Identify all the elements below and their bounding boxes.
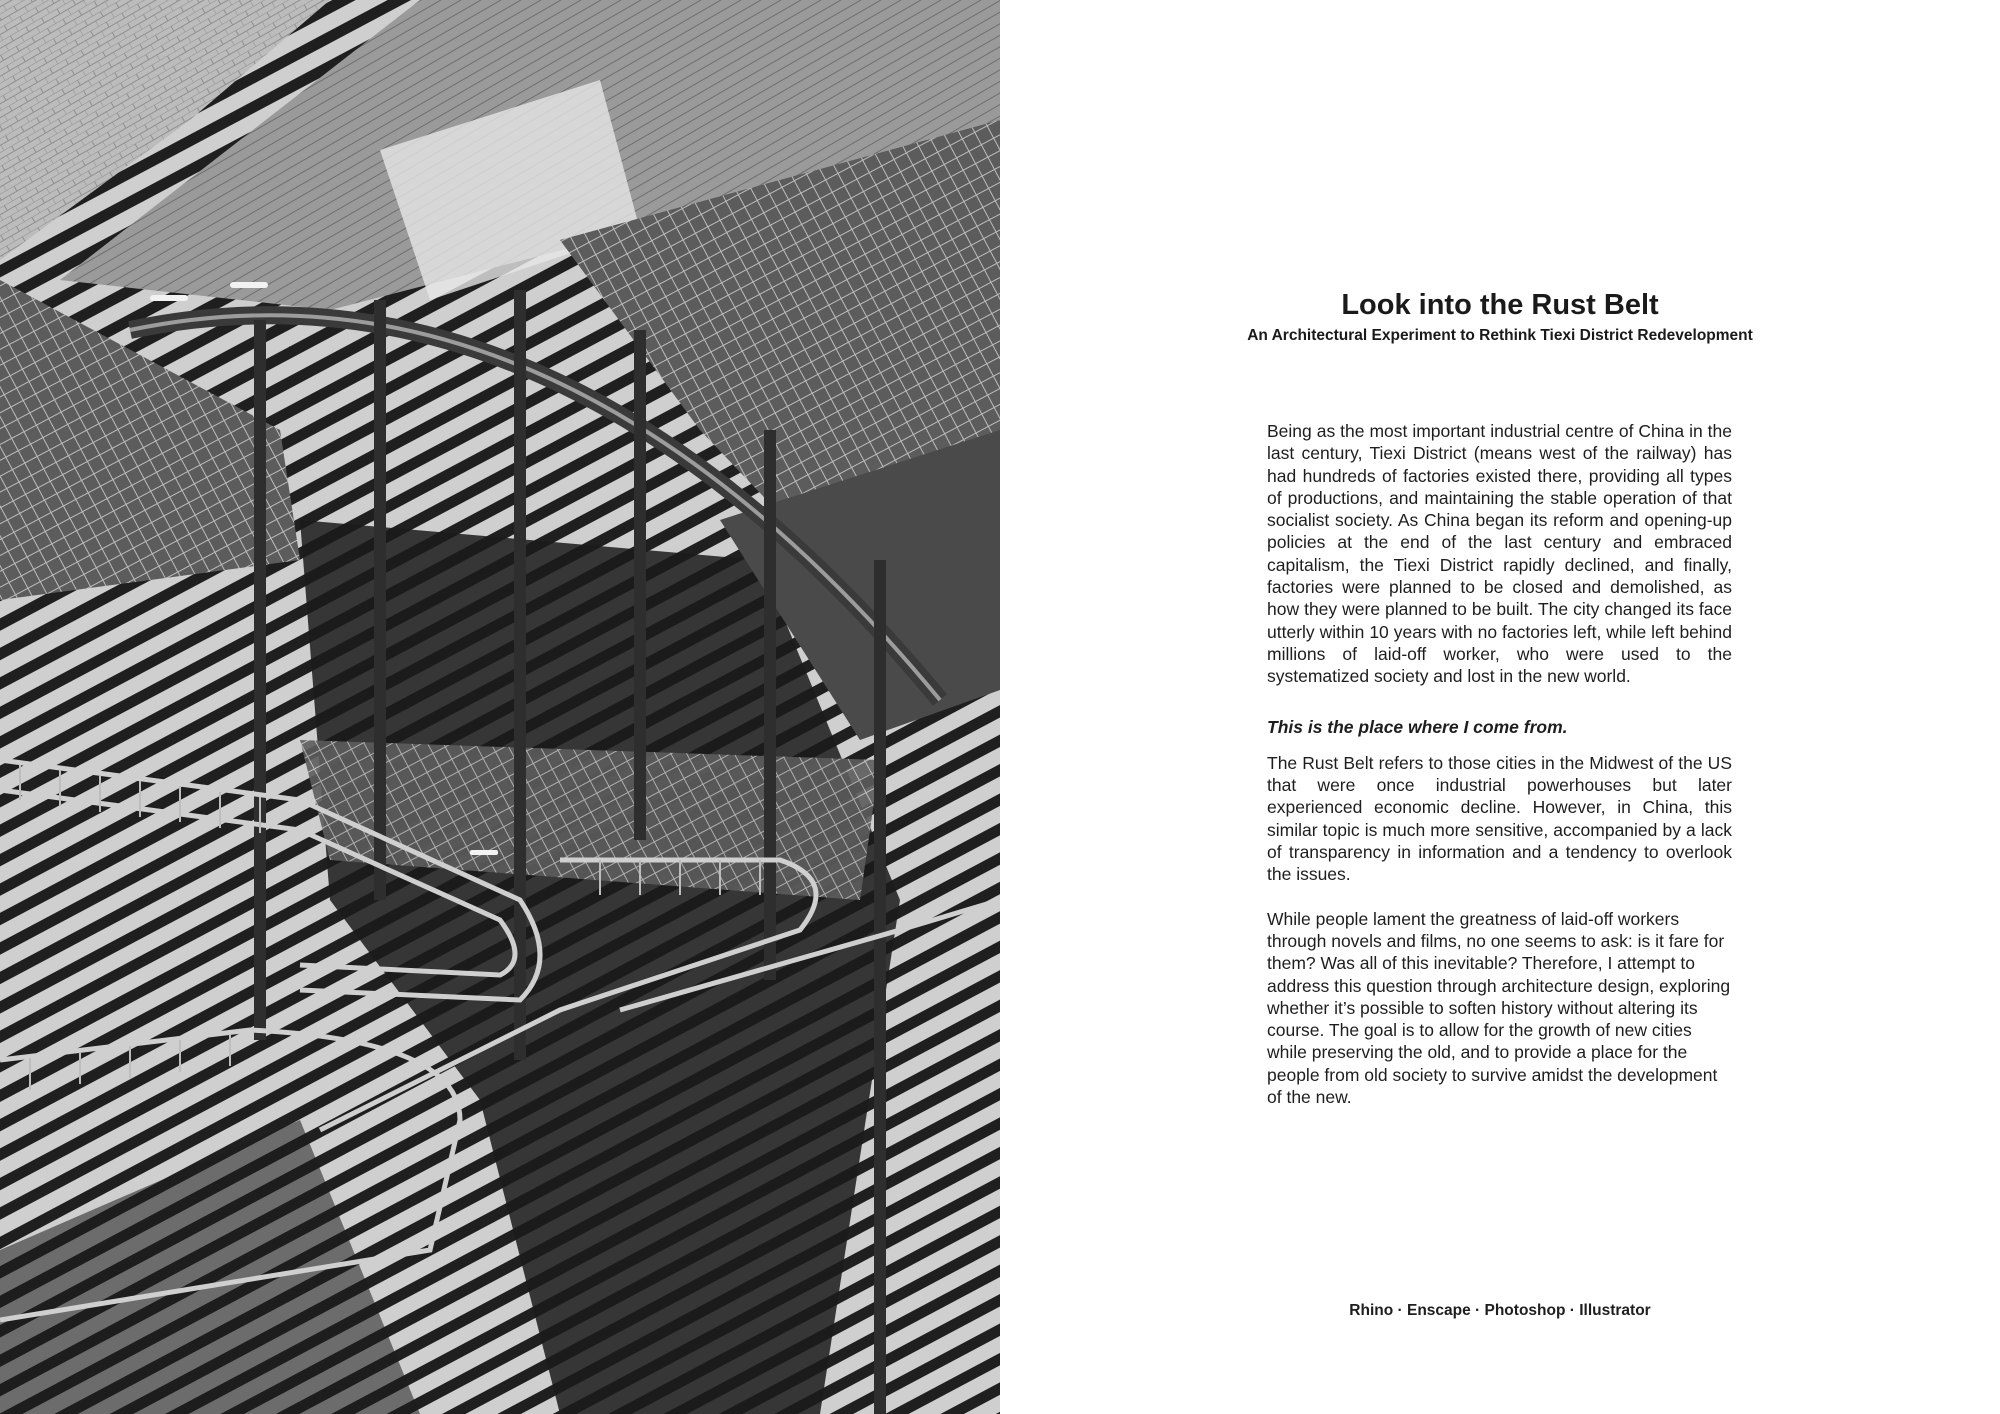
page-subtitle: An Architectural Experiment to Rethink Tiexi District Redevelopment	[1247, 327, 1753, 344]
software-tools: Rhino · Enscape · Photoshop · Illustrator	[1349, 1302, 1651, 1319]
title-block	[1000, 288, 2000, 345]
paragraph-rust-belt: The Rust Belt refers to those cities in the Midwest of the US that were once industrial powerhouses but later experienced economic decline. However, in China, this similar topic is much more sensitive, accompanied by a lack of transparency in information and a tendency to overlook the issues.	[1267, 752, 1732, 885]
paragraph-question: While people lament the greatness of laid-off workers through novels and films, no one seems to ask: is it fare for them? Was all of this inevitable? Therefore, I attempt to address this question through architecture design, exploring whether it’s possible to soften history without altering its course. The goal is to allow for the growth of new cities while preserving the old, and to provide a place for the people from old society to survive amidst the development of the new.	[1267, 908, 1731, 1108]
paragraph-intro: Being as the most important industrial centre of China in the last century, Tiexi District (means west of the railway) has had hundreds of factories existed there, providing all types of productions, and maintaining the stable operation of that socialist society. As China began its reform and opening-up policies at the end of the last century and embraced capitalism, the Tiexi District rapidly declined, and finally, factories were planned to be closed and demolished, as how they were planned to be built. The city changed its face utterly within 10 years with no factories left, while left behind millions of laid-off worker, who were used to the systematized society and lost in the new world.	[1267, 421, 1732, 687]
body-text	[1267, 420, 1732, 1108]
text-panel	[1000, 0, 2000, 1414]
page-title: Look into the Rust Belt	[1341, 289, 1659, 321]
quote: This is the place where I come from.	[1267, 716, 1568, 737]
